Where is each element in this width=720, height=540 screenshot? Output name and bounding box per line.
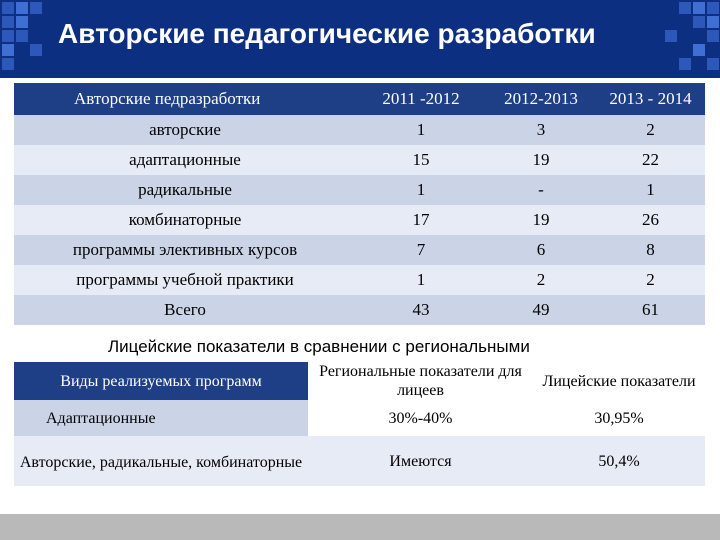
cell-value: 61	[596, 295, 705, 325]
row-label: радикальные	[14, 175, 356, 205]
decor-square	[693, 16, 705, 28]
table-header-row	[14, 83, 705, 115]
decor-square	[679, 58, 691, 70]
cell-value: 3	[486, 115, 596, 145]
decor-square	[707, 16, 719, 28]
header-year-2011: 2011 -2012	[382, 89, 460, 108]
decor-square	[693, 2, 705, 14]
table-row	[14, 205, 705, 235]
table-row	[14, 115, 705, 145]
table-row	[14, 400, 705, 436]
slide-title: Авторские педагогические разработки	[58, 18, 596, 49]
cell-value: 2	[596, 115, 705, 145]
table-row	[14, 265, 705, 295]
row-label: программы учебной практики	[14, 265, 356, 295]
decor-square	[665, 30, 677, 42]
row-label: адаптационные	[14, 145, 356, 175]
row-label: Всего	[14, 295, 356, 325]
cell-value: 1	[596, 175, 705, 205]
decor-square	[16, 2, 28, 14]
decor-square	[2, 16, 14, 28]
cell-value: 26	[596, 205, 705, 235]
decor-square	[2, 44, 14, 56]
header-lyceum: Лицейские показатели	[533, 362, 705, 400]
table-row	[14, 235, 705, 265]
header-year-2012: 2012-2013	[504, 89, 578, 108]
cell-value: Имеются	[308, 436, 533, 486]
cell-value: 43	[356, 295, 486, 325]
title-bar	[0, 0, 720, 78]
row-label: программы элективных курсов	[14, 235, 356, 265]
cell-value: 1	[356, 265, 486, 295]
cell-value: 22	[596, 145, 705, 175]
decor-square	[2, 58, 14, 70]
decor-square	[2, 30, 14, 42]
cell-value: 6	[486, 235, 596, 265]
cell-value: 19	[486, 205, 596, 235]
cell-value: 19	[486, 145, 596, 175]
cell-value: 49	[486, 295, 596, 325]
cell-value: 15	[356, 145, 486, 175]
row-label: Авторские, радикальные, комбинаторные	[14, 436, 308, 486]
cell-value: 8	[596, 235, 705, 265]
cell-value: 30%-40%	[388, 409, 453, 427]
header-year-2013: 2013 - 2014	[609, 89, 692, 108]
cell-value: 2	[596, 265, 705, 295]
row-label: авторские	[14, 115, 356, 145]
decor-square	[16, 16, 28, 28]
cell-value: 7	[356, 235, 486, 265]
decor-square	[693, 44, 705, 56]
decor-square	[30, 2, 42, 14]
cell-value: 17	[356, 205, 486, 235]
cell-value: 30,95%	[594, 409, 644, 427]
header-program-types: Виды реализуемых программ	[14, 362, 308, 400]
decor-square	[16, 30, 28, 42]
decor-square	[707, 30, 719, 42]
table-row	[14, 145, 705, 175]
cell-value: 1	[356, 175, 486, 205]
decor-square	[30, 44, 42, 56]
decor-square	[707, 58, 719, 70]
header-type: Авторские педразработки	[74, 89, 261, 108]
header-regional: Региональные показатели для лицеев	[308, 362, 533, 400]
decor-square	[707, 2, 719, 14]
decor-square	[679, 2, 691, 14]
comparison-table	[14, 362, 705, 486]
table-row	[14, 436, 705, 486]
table-total-row	[14, 295, 705, 325]
row-label: комбинаторные	[14, 205, 356, 235]
development-table	[14, 83, 705, 325]
cell-value: 1	[356, 115, 486, 145]
comparison-header-row	[14, 362, 705, 400]
footer-bar	[0, 514, 720, 540]
decor-square	[2, 2, 14, 14]
row-label: Адаптационные	[14, 400, 308, 436]
table-row	[14, 175, 705, 205]
cell-value: 50,4%	[533, 436, 705, 486]
comparison-subtitle: Лицейские показатели в сравнении с региональными	[108, 337, 530, 356]
cell-value: 2	[486, 265, 596, 295]
cell-value: -	[486, 175, 596, 205]
